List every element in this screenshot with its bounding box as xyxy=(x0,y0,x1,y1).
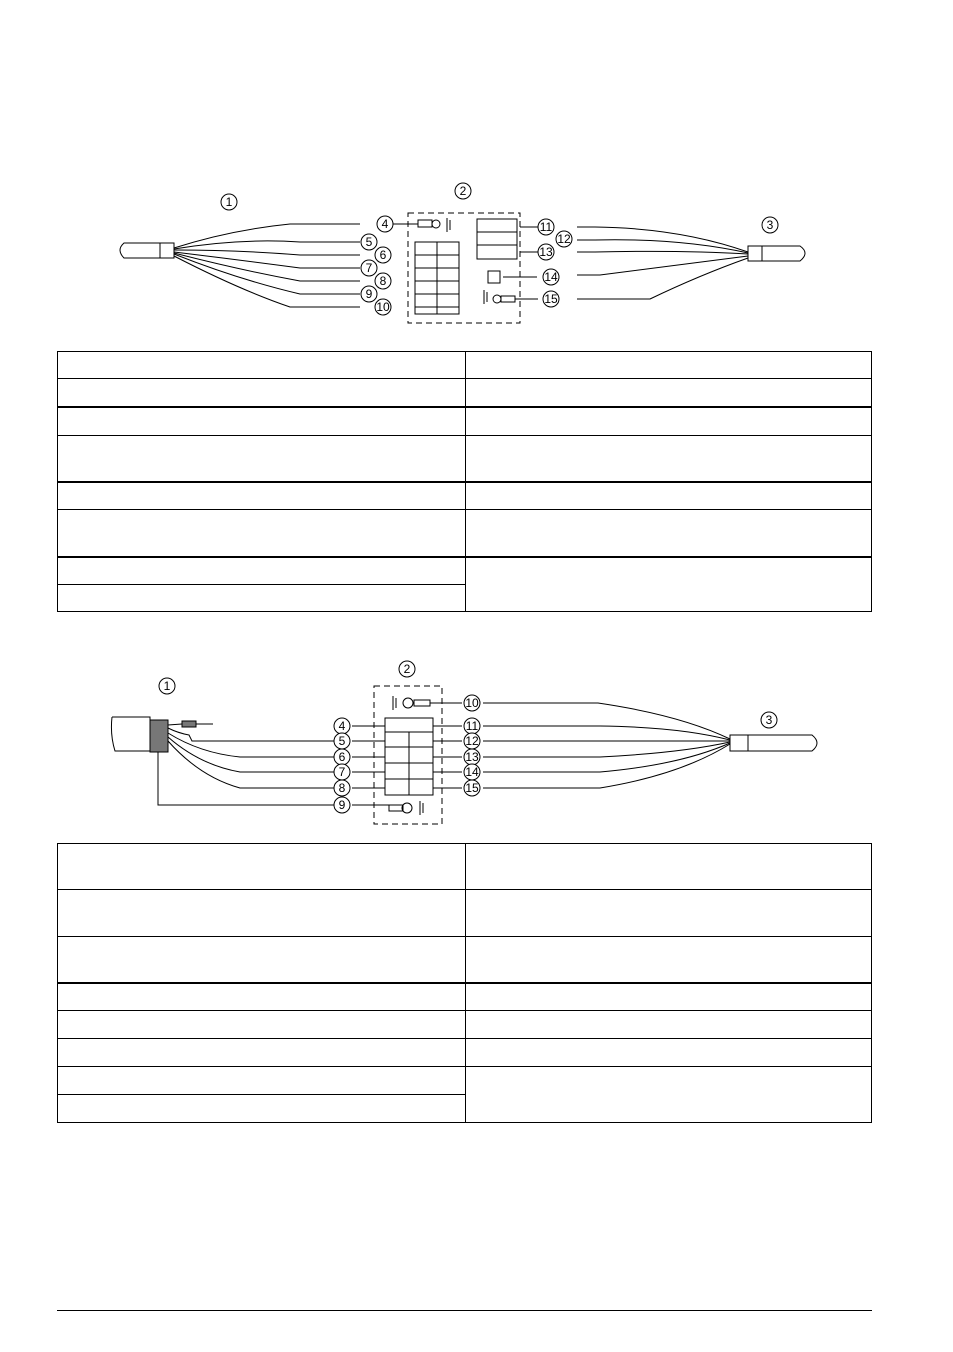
table-cell xyxy=(466,890,872,937)
table-cell xyxy=(466,557,872,612)
callout-15-label: 15 xyxy=(465,781,479,795)
table-cell xyxy=(58,1011,466,1039)
table-cell xyxy=(466,983,872,1011)
table-cell xyxy=(466,407,872,436)
footer-rule xyxy=(57,1310,872,1311)
table-cell xyxy=(58,1067,466,1095)
callout-7-label: 7 xyxy=(365,261,373,275)
table-cell xyxy=(58,983,466,1011)
table-cell xyxy=(58,557,466,585)
table-cell xyxy=(58,844,466,890)
callout-10-label: 10 xyxy=(376,300,390,314)
table-cell xyxy=(466,510,872,557)
table-cell xyxy=(58,937,466,983)
callout-12-label: 12 xyxy=(557,232,571,246)
callout-11-label: 11 xyxy=(539,220,553,234)
table-cell xyxy=(58,585,466,612)
wiring-diagram-top xyxy=(0,180,953,330)
callout-6-label: 6 xyxy=(379,248,387,262)
table-cell xyxy=(466,1067,872,1123)
table-row xyxy=(58,983,872,1011)
table-row xyxy=(58,557,872,585)
table-row xyxy=(58,436,872,482)
left-plug xyxy=(120,243,160,258)
table-cell xyxy=(58,407,466,436)
callout-7-label: 7 xyxy=(338,765,346,779)
table-cell xyxy=(466,937,872,983)
callout-13-label: 13 xyxy=(465,750,479,764)
table-bottom xyxy=(57,843,872,1123)
callout-3-label: 3 xyxy=(766,218,774,232)
callout-6-label: 6 xyxy=(338,750,346,764)
wiring-diagram-bottom xyxy=(0,655,953,835)
table-cell xyxy=(466,844,872,890)
table-row xyxy=(58,407,872,436)
table-cell xyxy=(58,1095,466,1123)
callout-14-label: 14 xyxy=(465,765,479,779)
callout-8-label: 8 xyxy=(379,274,387,288)
callout-9-label: 9 xyxy=(365,287,373,301)
braided-shield xyxy=(150,720,168,752)
callout-8-label: 8 xyxy=(338,781,346,795)
callout-12-label: 12 xyxy=(465,734,479,748)
table-cell xyxy=(58,379,466,407)
table-cell xyxy=(466,482,872,510)
callout-1-label: 1 xyxy=(225,195,233,209)
table-cell xyxy=(466,436,872,482)
callout-5-label: 5 xyxy=(365,235,373,249)
callout-5-label: 5 xyxy=(338,734,346,748)
table-cell xyxy=(58,352,466,379)
table-row xyxy=(58,937,872,983)
table-cell xyxy=(466,379,872,407)
callout-13-label: 13 xyxy=(539,245,553,259)
callout-2-label: 2 xyxy=(403,662,411,676)
right-plug xyxy=(762,246,805,261)
table-cell xyxy=(58,890,466,937)
table-row xyxy=(58,1067,872,1095)
table-row xyxy=(58,1011,872,1039)
callout-11-label: 11 xyxy=(465,719,479,733)
callout-15-label: 15 xyxy=(544,292,558,306)
table-cell xyxy=(466,1039,872,1067)
table-cell xyxy=(58,436,466,482)
right-plug-2 xyxy=(748,735,817,751)
table-row xyxy=(58,482,872,510)
table-cell xyxy=(466,1011,872,1039)
table-cell xyxy=(58,482,466,510)
table-top xyxy=(57,351,872,612)
callout-2-label: 2 xyxy=(459,184,467,198)
table-row xyxy=(58,890,872,937)
callout-14-label: 14 xyxy=(544,270,558,284)
table-cell xyxy=(58,510,466,557)
table-row xyxy=(58,352,872,379)
callout-3-label: 3 xyxy=(765,713,773,727)
table-cell xyxy=(58,1039,466,1067)
table-row xyxy=(58,1039,872,1067)
table-row xyxy=(58,844,872,890)
callout-1-label: 1 xyxy=(163,679,171,693)
callout-4-label: 4 xyxy=(338,719,346,733)
callout-9-label: 9 xyxy=(338,798,346,812)
callout-4-label: 4 xyxy=(381,217,389,231)
table-cell xyxy=(466,352,872,379)
table-row xyxy=(58,510,872,557)
cable-jacket xyxy=(111,717,150,751)
callout-10-label: 10 xyxy=(465,696,479,710)
table-row xyxy=(58,379,872,407)
